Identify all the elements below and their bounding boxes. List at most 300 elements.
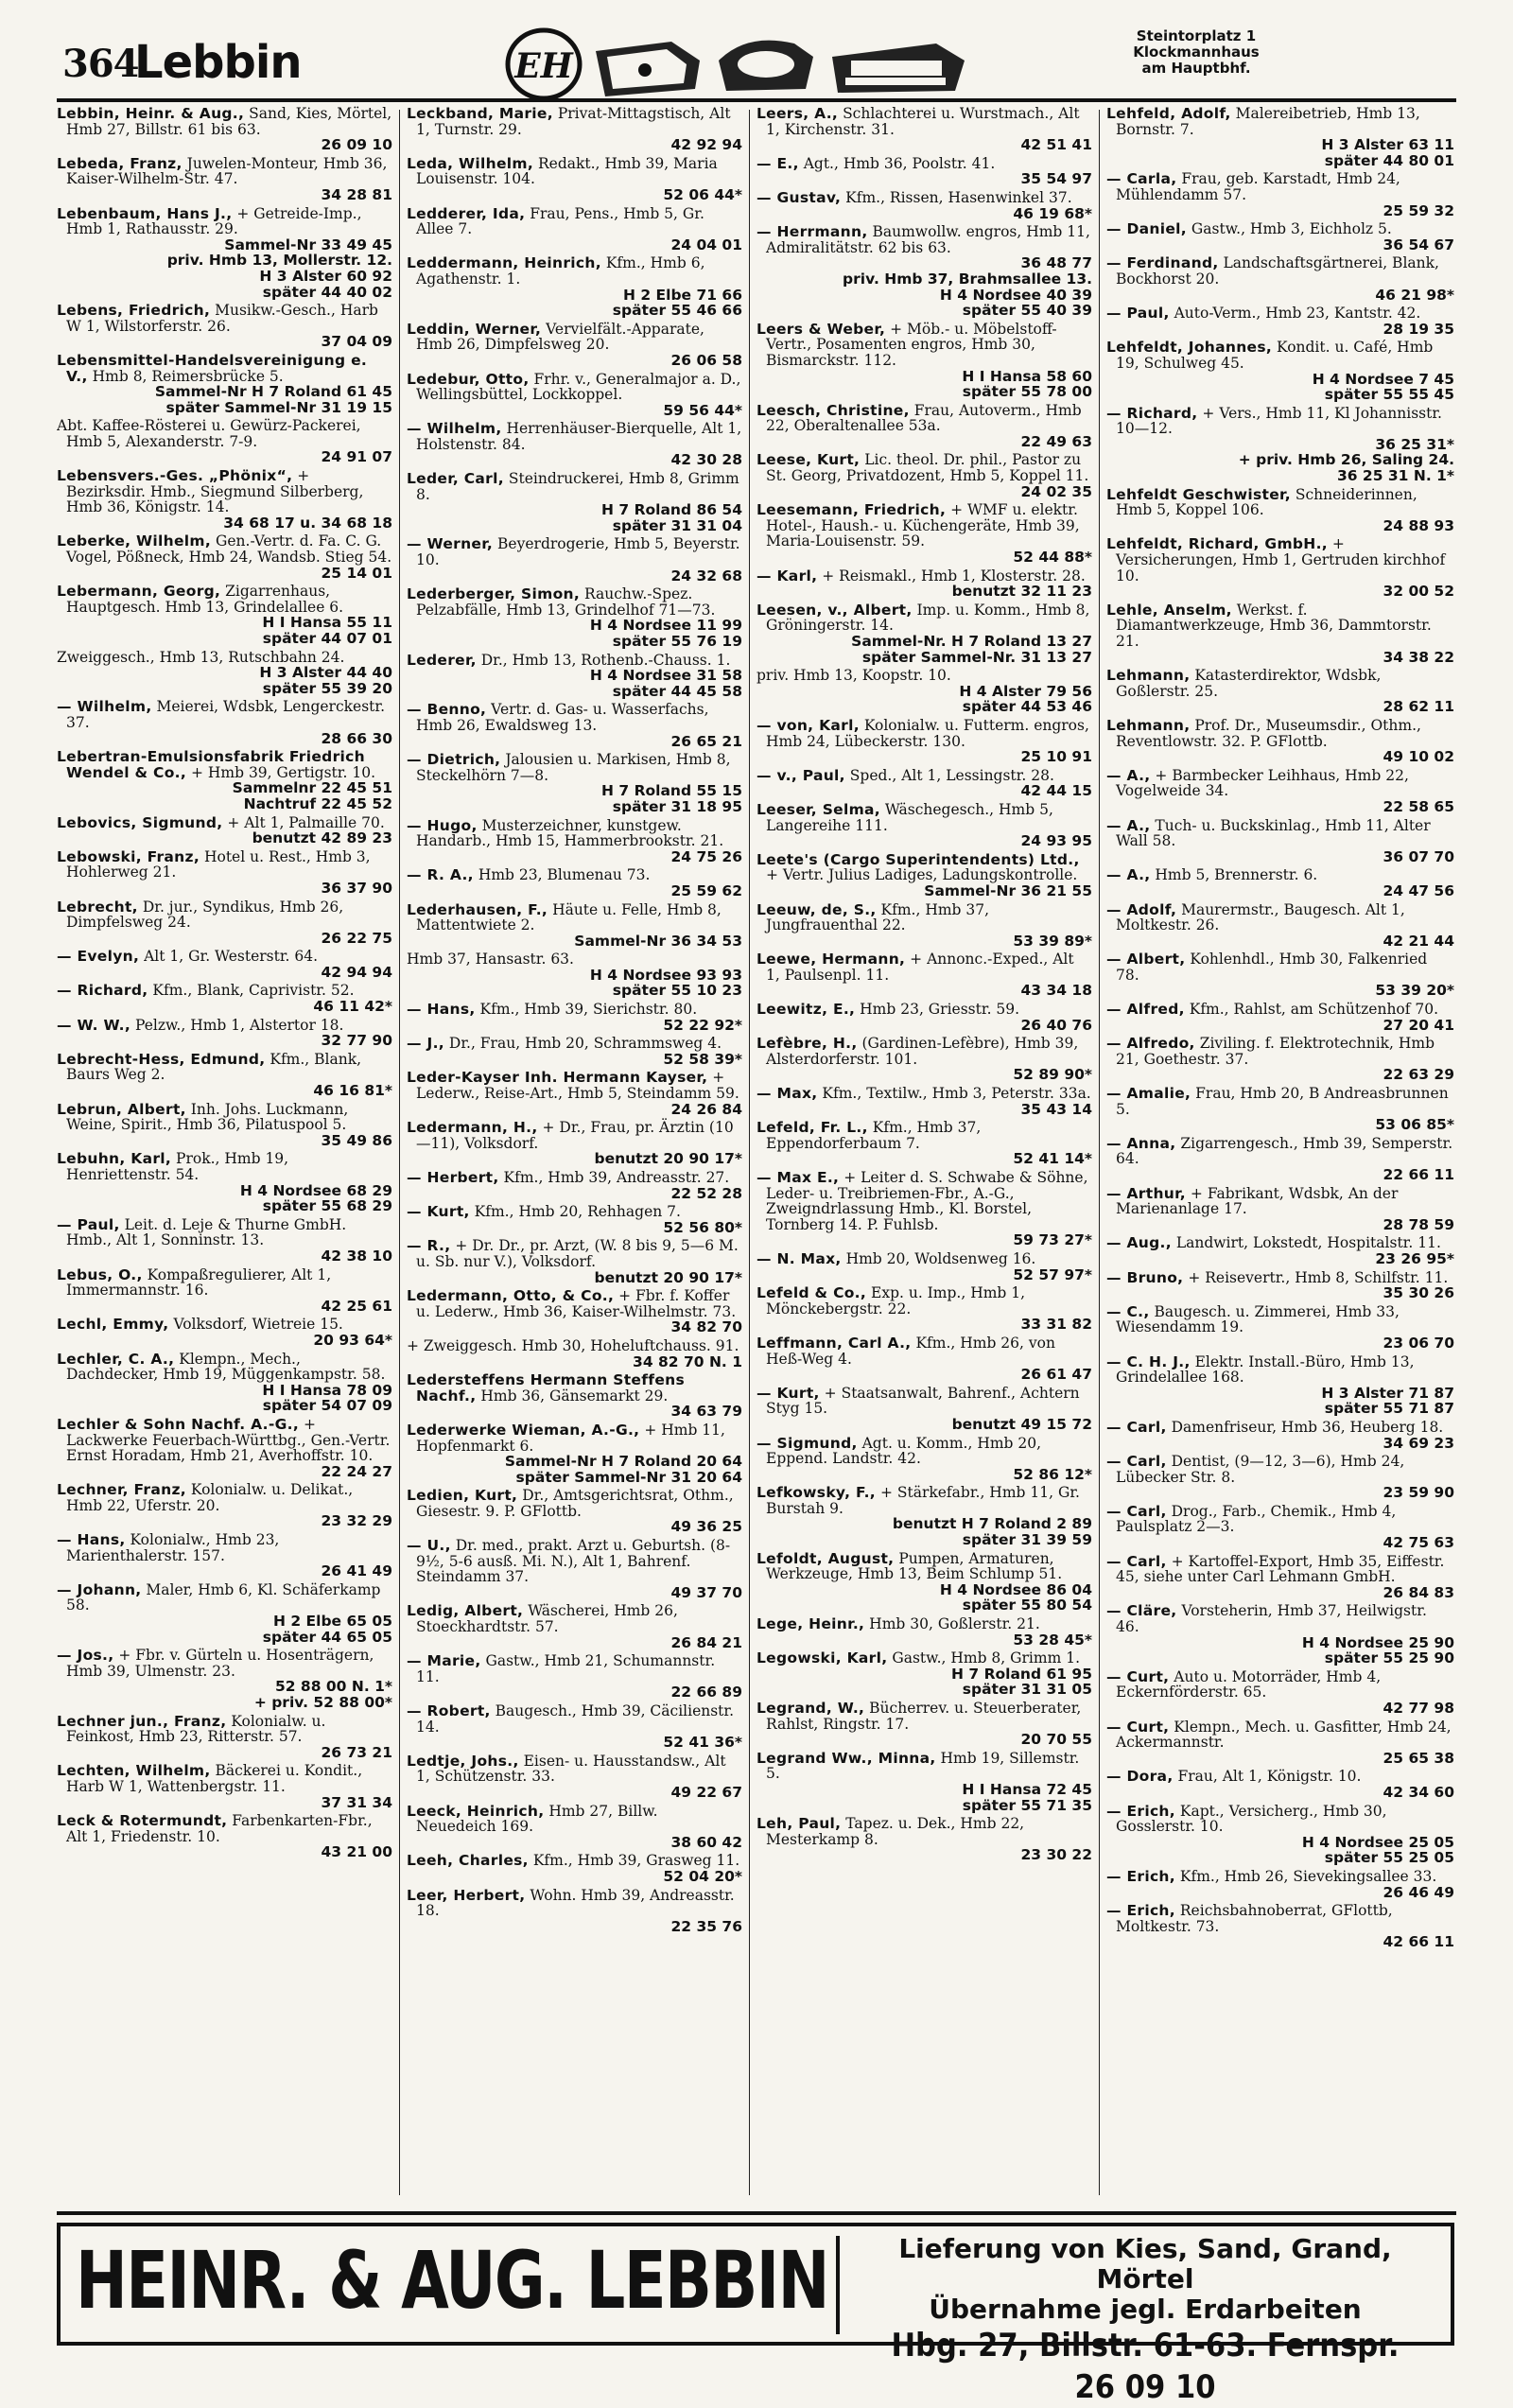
entry-phone: Sammelnr 22 45 51: [232, 779, 392, 797]
entry-phone: 22 49 63: [1020, 432, 1092, 450]
entry-name: Legowski, Karl,: [756, 1649, 888, 1667]
entry-name: — Aug.,: [1106, 1234, 1172, 1252]
entry-name: Leeh, Charles,: [407, 1852, 529, 1870]
entry-phone: später 55 25 90: [1324, 1649, 1454, 1667]
directory-entry: [57, 156, 392, 203]
entry-name: — Paul,: [1106, 305, 1170, 323]
column-divider: [399, 110, 400, 2195]
directory-entry: [407, 1603, 742, 1650]
directory-entry: [407, 951, 742, 999]
entry-phone: später Sammel-Nr 31 20 64: [515, 1468, 742, 1486]
entry-name: Lederwerke Wieman, A.-G.,: [407, 1421, 640, 1439]
directory-entry: [407, 1888, 742, 1935]
entry-name: Ledtje, Johs.,: [407, 1752, 519, 1770]
entry-name: — Werner,: [407, 535, 494, 553]
entry-details: Beyerdrogerie, Hmb 5, Beyerstr. 10.: [416, 535, 740, 569]
directory-entry: [57, 1352, 392, 1414]
entry-phone: 20 93 64*: [313, 1331, 392, 1349]
entry-name: Lechner jun., Franz,: [57, 1712, 227, 1730]
entry-name: — Albert,: [1106, 951, 1186, 968]
directory-entry: [407, 536, 742, 584]
directory-entry: [1106, 718, 1454, 765]
entry-details: Kfm., Hmb 6, Agathenstr. 1.: [416, 254, 705, 288]
entry-name: — E.,: [756, 154, 799, 172]
entry-phone: 42 75 63: [1383, 1534, 1454, 1552]
entry-phone: 25 65 38: [1383, 1749, 1454, 1767]
directory-entry: [1106, 1719, 1454, 1767]
entry-name: — Erich,: [1106, 1867, 1175, 1885]
entry-name: Lechler, C. A.,: [57, 1350, 175, 1368]
directory-entry: [407, 586, 742, 649]
entry-phone: später 55 10 23: [612, 982, 742, 1000]
entry-details: Kohlenhdl., Hmb 30, Falkenried 78.: [1116, 951, 1428, 984]
entry-name: Leda, Wilhelm,: [407, 154, 534, 172]
directory-entry: [756, 1335, 1092, 1383]
entry-name: — A.,: [1106, 816, 1151, 834]
entry-details: Hmb 23, Blumenau 73.: [478, 866, 651, 884]
entry-name: — Alfredo,: [1106, 1035, 1195, 1053]
advert-top-right: [1087, 28, 1305, 77]
entry-details: Exp. u. Imp., Hmb 1, Mönckebergstr. 22.: [766, 1284, 1026, 1317]
entry-details: Hmb 27, Billw. Neuedeich 169.: [416, 1802, 658, 1836]
entry-phone: 52 56 80*: [663, 1218, 742, 1236]
entry-phone: 36 25 31*: [1375, 435, 1454, 453]
directory-entry: [57, 1417, 392, 1479]
entry-phone: 35 43 14: [1020, 1100, 1092, 1118]
entry-details: + Fbr. f. Koffer u. Lederw., Hmb 36, Kaiser-Wilhelmstr. 73.: [416, 1287, 737, 1320]
entry-phone: 43 21 00: [321, 1843, 392, 1861]
entry-details: Drog., Farb., Chemik., Hmb 4, Paulsplatz 2—3.: [1116, 1502, 1397, 1536]
directory-entry: [407, 1422, 742, 1485]
directory-entry: [1106, 340, 1454, 402]
entry-details: Maurermstr., Baugesch. Alt 1, Moltkestr. 26.: [1116, 900, 1405, 934]
entry-phone: H 4 Nordsee 25 05: [1301, 1833, 1454, 1851]
directory-entry: [1106, 1235, 1454, 1266]
directory-entry: [1106, 1136, 1454, 1183]
entry-details: Tapez. u. Dek., Hmb 22, Mesterkamp 8.: [766, 1815, 1025, 1848]
entry-phone: später 44 80 01: [1324, 151, 1454, 169]
advertiser-name: HEINR. & AUG. LEBBIN: [76, 2234, 828, 2327]
entry-name: — Erich,: [1106, 1902, 1175, 1920]
entry-phone: H 3 Alster 60 92: [259, 267, 392, 285]
entry-details: Pelzw., Hmb 1, Alstertor 18.: [134, 1016, 344, 1034]
directory-entry: [756, 156, 1092, 187]
entry-name: — Daniel,: [1106, 220, 1187, 238]
entry-name: — Sigmund,: [756, 1434, 858, 1452]
entry-phone: + priv. Hmb 26, Saling 24.: [1238, 451, 1454, 469]
entry-phone: Sammel-Nr 36 21 55: [924, 881, 1092, 899]
entry-details: Kapt., Versicherg., Hmb 30, Gosslerstr. 10.: [1116, 1802, 1387, 1836]
directory-entry: [1106, 867, 1454, 899]
entry-details: Gastw., Hmb 8, Grimm 1.: [892, 1649, 1080, 1667]
entry-details: Frau, Hmb 20, B Andreasbrunnen 5.: [1116, 1085, 1449, 1118]
directory-entry: [756, 1485, 1092, 1547]
entry-phone: H 7 Roland 61 95: [951, 1665, 1092, 1683]
entry-phone: 26 46 49: [1383, 1883, 1454, 1901]
entry-name: — Hans,: [407, 1001, 476, 1019]
entry-phone: 52 88 00 N. 1*: [274, 1678, 392, 1696]
entry-phone: 23 32 29: [321, 1512, 392, 1530]
entry-details: Dr. med., prakt. Arzt u. Geburtsh. (8-9½, 5-6 ausß. Mi. N.), Alt 1, Bahrenf. Steindamm 37.: [416, 1537, 731, 1586]
entry-phone: 35 49 86: [321, 1131, 392, 1149]
entry-details: Häute u. Felle, Hmb 8, Mattentwiete 2.: [416, 900, 722, 934]
entry-phone: 22 66 89: [670, 1684, 742, 1701]
entry-name: — Adolf,: [1106, 900, 1177, 918]
entry-details: Hmb 20, Woldsenweg 16.: [845, 1249, 1036, 1267]
directory-entry: [57, 899, 392, 947]
entry-details: Hmb 23, Griesstr. 59.: [860, 1001, 1020, 1019]
entry-name: Leeser, Selma,: [756, 800, 880, 818]
entry-name: Lefèbre, H.,: [756, 1035, 858, 1053]
directory-entry: [756, 1701, 1092, 1748]
entry-phone: H 4 Nordsee 25 90: [1301, 1633, 1454, 1651]
entry-phone: 42 66 11: [1383, 1933, 1454, 1951]
entry-name: Lehfeldt Geschwister,: [1106, 485, 1291, 503]
directory-entry: [756, 106, 1092, 153]
entry-details: Bücherrev. u. Steuerberater, Rahlst, Ringstr. 17.: [766, 1700, 1082, 1733]
directory-entry: [756, 1036, 1092, 1083]
directory-entry: [756, 403, 1092, 450]
entry-phone: 34 82 70 N. 1: [633, 1352, 742, 1370]
page-title: Lebbin: [134, 36, 302, 89]
entry-name: Lebrecht-Hess, Edmund,: [57, 1050, 266, 1068]
directory-entry: [1106, 818, 1454, 865]
entry-phone: 53 06 85*: [1375, 1116, 1454, 1134]
entry-phone: später 55 80 54: [962, 1597, 1092, 1614]
directory-entry: [756, 1751, 1092, 1813]
directory-entry: [57, 1151, 392, 1213]
entry-phone: 34 69 23: [1383, 1434, 1454, 1452]
directory-entry: [407, 372, 742, 419]
entry-details: + Lackwerke Feuerbach-Württbg., Gen.-Vertr. Ernst Horadam, Hmb 21, Averhoffstr. 10.: [66, 1415, 391, 1465]
entry-details: Auto-Verm., Hmb 23, Kantstr. 42.: [1174, 305, 1421, 323]
entry-details: Frau, Pens., Hmb 5, Gr. Allee 7.: [416, 204, 704, 238]
entry-phone: später 44 07 01: [262, 630, 392, 647]
entry-name: — Gustav,: [756, 188, 842, 206]
entry-details: Gastw., Hmb 3, Eichholz 5.: [1191, 220, 1392, 238]
ad-line-services: Übernahme jegl. Erdarbeiten: [929, 2294, 1362, 2325]
entry-phone: 28 66 30: [321, 729, 392, 747]
directory-entry: [407, 471, 742, 533]
entry-details: Malereibetrieb, Hmb 13, Bornstr. 7.: [1116, 106, 1420, 138]
entry-details: + Lederw., Reise-Art., Hmb 5, Steindamm 59.: [416, 1069, 739, 1103]
entry-name: Lebuhn, Karl,: [57, 1150, 172, 1168]
entry-details: Dr. jur., Syndikus, Hmb 26, Dimpfelsweg 24.: [66, 898, 344, 932]
entry-phone: Sammel-Nr H 7 Roland 20 64: [504, 1453, 742, 1471]
entry-name: — Carl,: [1106, 1453, 1167, 1471]
directory-entry: [1106, 1903, 1454, 1950]
entry-phone: H 4 Nordsee 86 04: [939, 1580, 1092, 1598]
entry-details: Lic. theol. Dr. phil., Pastor zu St. Georg, Privatdozent, Hmb 5, Koppel 11.: [766, 451, 1089, 485]
entry-phone: 43 34 18: [1020, 982, 1092, 1000]
entry-details: Kfm., Textilw., Hmb 3, Peterstr. 33a.: [822, 1085, 1091, 1103]
entry-details: + Annonc.-Exped., Alt 1, Paulsenpl. 11.: [766, 951, 1074, 984]
entry-name: Lebertran-Emulsionsfabrik Friedrich Wendel & Co.,: [57, 748, 365, 781]
entry-details: Farbenkarten-Fbr., Alt 1, Friedenstr. 10.: [66, 1812, 373, 1845]
entry-details: Kfm., Hmb 26, von Heß-Weg 4.: [766, 1334, 1055, 1368]
entry-details: Frhr. v., Generalmajor a. D., Wellingsbüttel, Lockkoppel.: [416, 370, 741, 404]
entry-phone: 24 91 07: [321, 448, 392, 466]
entry-details: + Möb.- u. Möbelstoff-Vertr., Posamenten engros, Hmb 30, Bismarckstr. 112.: [766, 320, 1057, 369]
entry-details: Volksdorf, Wietreie 15.: [173, 1316, 343, 1334]
directory-entry: [1106, 1669, 1454, 1717]
directory-entry: [407, 1804, 742, 1851]
entry-details: Agt. u. Komm., Hmb 20, Eppend. Landstr. 42.: [766, 1434, 1042, 1468]
entry-details: Inh. Johs. Luckmann, Weine, Spirit., Hmb 36, Pilatuspool 5.: [66, 1100, 349, 1134]
entry-name: — Johann,: [57, 1580, 142, 1598]
logo-monogram: EH: [514, 46, 573, 86]
entry-details: Sand, Kies, Mörtel, Hmb 27, Billstr. 61 bis 63.: [66, 106, 392, 138]
page-header: [57, 21, 1475, 106]
entry-details: + Getreide-Imp., Hmb 1, Rathausstr. 29.: [66, 204, 362, 238]
entry-name: Lebovics, Sigmund,: [57, 813, 223, 831]
directory-entry: [57, 1018, 392, 1049]
directory-entry: [756, 568, 1092, 600]
column-divider: [749, 110, 750, 2195]
entry-details: Vertr. d. Gas- u. Wasserfachs, Hmb 26, Ewaldsweg 13.: [416, 701, 709, 734]
entry-details: + Dr. Dr., pr. Arzt, (W. 8 bis 9, 5—6 M. u. Sb. nur V.), Volksdorf.: [416, 1237, 739, 1270]
entry-name: Lebermann, Georg,: [57, 583, 221, 601]
entry-name: Leffmann, Carl A.,: [756, 1334, 912, 1352]
entry-name: Leesen, v., Albert,: [756, 601, 913, 619]
entry-phone: später 55 76 19: [612, 633, 742, 650]
entry-name: — v., Paul,: [756, 766, 845, 784]
entry-phone: 42 30 28: [670, 451, 742, 469]
entry-details: Ziviling. f. Elektrotechnik, Hmb 21, Goethestr. 37.: [1116, 1035, 1435, 1068]
entry-phone: später 55 71 87: [1324, 1400, 1454, 1418]
entry-name: — Kurt,: [756, 1384, 820, 1402]
entry-phone: 59 56 44*: [663, 401, 742, 419]
entry-details: Wäschegesch., Hmb 5, Langereihe 111.: [766, 800, 1053, 834]
directory-entry: [756, 802, 1092, 849]
entry-phone: 36 37 90: [321, 879, 392, 897]
directory-entry: [407, 902, 742, 950]
entry-details: Landwirt, Lokstedt, Hospitalstr. 11.: [1175, 1234, 1441, 1252]
entry-name: Leddin, Werner,: [407, 320, 542, 338]
directory-entry: [57, 1217, 392, 1265]
entry-phone: 34 63 79: [670, 1403, 742, 1421]
entry-details: Hmb 36, Gänsemarkt 29.: [480, 1387, 669, 1405]
entry-details: Kolonialw. u. Delikat., Hmb 22, Uferstr. 20.: [66, 1481, 354, 1514]
entry-phone: 52 58 39*: [663, 1050, 742, 1068]
directory-entry: [756, 1086, 1092, 1117]
entry-phone: 25 59 32: [1383, 201, 1454, 219]
entry-phone: 27 20 41: [1383, 1016, 1454, 1034]
directory-entry: [407, 1338, 742, 1370]
entry-details: Hmb 19, Sillemstr. 5.: [766, 1749, 1080, 1783]
entry-name: — Alfred,: [1106, 1001, 1185, 1019]
entry-phone: 52 86 12*: [1013, 1465, 1092, 1483]
entry-name: — Wilhelm,: [57, 698, 152, 716]
directory-entry: [1106, 487, 1454, 534]
entry-phone: 49 37 70: [670, 1583, 742, 1601]
page-number: 364: [62, 42, 139, 86]
entry-details: Hotel u. Rest., Hmb 3, Hohlerweg 21.: [66, 847, 371, 881]
entry-phone: später Sammel-Nr 31 19 15: [165, 398, 392, 416]
entry-phone: 26 65 21: [670, 732, 742, 750]
directory-entry: [756, 602, 1092, 665]
entry-phone: 46 16 81*: [313, 1082, 392, 1100]
entry-details: Dentist, (9—12, 3—6), Hmb 24, Lübecker Str. 8.: [1116, 1453, 1405, 1486]
directory-entry: [407, 1538, 742, 1600]
entry-phone: 24 04 01: [670, 236, 742, 253]
entry-phone: 52 41 36*: [663, 1734, 742, 1752]
entry-details: Privat-Mittagstisch, Alt 1, Turnstr. 29.: [416, 106, 731, 138]
entry-phone: 52 44 88*: [1013, 549, 1092, 567]
directory-entry: [407, 653, 742, 700]
entry-name: — von, Karl,: [756, 716, 860, 734]
entry-details: Zigarrenhaus, Hauptgesch. Hmb 13, Grindelallee 6.: [66, 583, 344, 616]
entry-name: Ledebur, Otto,: [407, 370, 530, 388]
entry-phone: H 3 Alster 71 87: [1321, 1384, 1454, 1402]
directory-entry: [57, 1532, 392, 1579]
entry-phone: 36 54 67: [1383, 236, 1454, 253]
entry-phone: 52 57 97*: [1013, 1265, 1092, 1283]
entry-phone: Sammel-Nr 36 34 53: [574, 932, 742, 950]
entry-name: — Anna,: [1106, 1134, 1176, 1152]
entry-phone: H 3 Alster 44 40: [259, 664, 392, 682]
directory-entry: [1106, 1002, 1454, 1033]
directory-entry: [1106, 171, 1454, 218]
entry-phone: H 2 Elbe 71 66: [623, 286, 742, 304]
entry-phone: 22 63 29: [1383, 1066, 1454, 1084]
entry-phone: 59 73 27*: [1013, 1231, 1092, 1249]
directory-entry: [756, 1616, 1092, 1648]
entry-details: + Alt 1, Palmaille 70.: [227, 813, 385, 831]
entry-name: — Evelyn,: [57, 948, 140, 966]
entry-phone: 34 28 81: [321, 185, 392, 203]
directory-entry: [57, 1267, 392, 1315]
entry-name: Lechten, Wilhelm,: [57, 1762, 211, 1780]
entry-details: + Stärkefabr., Hmb 11, Gr. Burstah 9.: [766, 1484, 1080, 1517]
footer-advertisement: [57, 2223, 1454, 2406]
entry-phone: später 55 25 05: [1324, 1849, 1454, 1867]
entry-name: Lehle, Anselm,: [1106, 601, 1232, 619]
entry-phone: Sammel-Nr H 7 Roland 61 45: [154, 383, 392, 401]
entry-name: Leeck, Heinrich,: [407, 1802, 545, 1820]
entry-phone: 24 47 56: [1383, 881, 1454, 899]
entry-name: — A.,: [1106, 866, 1151, 884]
entry-phone: 34 68 17 u. 34 68 18: [223, 514, 392, 532]
entry-details: + Dr., Frau, pr. Ärztin (10—11), Volksdorf.: [416, 1119, 734, 1152]
entry-phone: 22 52 28: [670, 1184, 742, 1202]
directory-entry: [1106, 536, 1454, 599]
entry-name: — Herbert,: [407, 1169, 499, 1186]
entry-name: Ledig, Albert,: [407, 1602, 524, 1620]
entry-phone: Sammel-Nr 33 49 45: [224, 236, 392, 253]
entry-name: Leete's (Cargo Superintendents) Ltd.,: [756, 850, 1080, 868]
entry-details: Redakt., Hmb 39, Maria Louisenstr. 104.: [416, 154, 718, 188]
entry-phone: später 55 71 35: [962, 1796, 1092, 1814]
directory-entry: [756, 1551, 1092, 1614]
directory-entry: [57, 1482, 392, 1529]
entry-details: Tuch- u. Buckskinlag., Hmb 11, Alter Wall 58.: [1116, 816, 1431, 850]
entry-name: — Benno,: [407, 701, 487, 719]
entry-details: Kfm., Hmb 26, Sievekingsallee 33.: [1179, 1867, 1437, 1885]
directory-entry: [407, 1002, 742, 1033]
entry-phone: H I Hansa 55 11: [262, 614, 392, 632]
entry-name: — Karl,: [756, 567, 818, 585]
entry-name: — Arthur,: [1106, 1184, 1186, 1202]
entry-phone: 26 41 49: [321, 1562, 392, 1580]
entry-name: — A.,: [1106, 766, 1151, 784]
directory-entry: [57, 353, 392, 415]
entry-name: Leckband, Marie,: [407, 106, 553, 122]
entry-phone: später 44 45 58: [612, 682, 742, 700]
entry-details: Dr., Hmb 13, Rothenb.-Chauss. 1.: [480, 651, 731, 669]
directory-entry: [1106, 1186, 1454, 1233]
entry-phone: Sammel-Nr. H 7 Roland 13 27: [851, 633, 1092, 650]
entry-details: Kfm., Hmb 39, Andreasstr. 27.: [503, 1169, 730, 1186]
entry-details: + Barmbecker Leihhaus, Hmb 22, Vogelweide 34.: [1116, 766, 1409, 800]
entry-phone: später 55 55 45: [1324, 386, 1454, 404]
entry-name: — Amalie,: [1106, 1085, 1191, 1103]
directory-entry: [756, 1650, 1092, 1698]
entry-phone: 26 61 47: [1020, 1366, 1092, 1384]
directory-entry: [407, 1754, 742, 1801]
entry-name: — U.,: [407, 1537, 451, 1555]
entry-details: Gen.-Vertr. d. Fa. C. G. Vogel, Pößneck, Hmb 24, Wandsb. Stieg 54.: [66, 532, 392, 567]
entry-details: Kfm., Hmb 37, Jungfrauenthal 22.: [766, 900, 990, 934]
entry-details: Prok., Hmb 19, Henriettenstr. 54.: [66, 1150, 289, 1183]
entry-name: Lebowski, Franz,: [57, 847, 200, 865]
entry-phone: 52 06 44*: [663, 185, 742, 203]
directory-entry: [1106, 1603, 1454, 1666]
directory-entry: [407, 702, 742, 749]
entry-name: Lebrecht,: [57, 898, 138, 916]
entry-name: — Robert,: [407, 1702, 491, 1719]
entry-phone: später 55 78 00: [962, 383, 1092, 401]
entry-phone: benutzt H 7 Roland 2 89: [892, 1515, 1092, 1533]
entry-details: Rauchw.-Spez. Pelzabfälle, Hmb 13, Grindelhof 71—73.: [416, 585, 716, 619]
entry-phone: 53 28 45*: [1013, 1631, 1092, 1649]
entry-details: + Reisevertr., Hmb 8, Schilfstr. 11.: [1188, 1268, 1449, 1286]
entry-phone: 37 31 34: [321, 1793, 392, 1811]
entry-phone: später 55 40 39: [962, 302, 1092, 320]
entry-name: Lehmann,: [1106, 716, 1191, 734]
entry-details: Frau, Autoverm., Hmb 22, Oberaltenallee 53a.: [766, 401, 1082, 435]
entry-phone: 42 94 94: [321, 963, 392, 981]
entry-phone: H 4 Nordsee 11 99: [589, 617, 742, 635]
entry-phone: H 7 Roland 55 15: [601, 782, 742, 800]
entry-details: + Vertr. Julius Ladiges, Ladungskontrolle.: [766, 866, 1078, 884]
entry-phone: 35 30 26: [1383, 1284, 1454, 1302]
entry-phone: 35 54 97: [1020, 170, 1092, 188]
directory-entry: [57, 1763, 392, 1810]
directory-entry: [1106, 1769, 1454, 1800]
entry-phone: 34 82 70: [670, 1318, 742, 1336]
entry-phone: später 44 40 02: [262, 283, 392, 301]
advert-top-line1: Steintorplatz 1: [1136, 27, 1257, 44]
directory-entry: [407, 867, 742, 899]
directory-entry: [1106, 1554, 1454, 1601]
directory-entry: [57, 1317, 392, 1348]
entry-details: + Kartoffel-Export, Hmb 35, Eiffestr. 45, siehe unter Carl Lehmann GmbH.: [1116, 1552, 1445, 1586]
directory-entry: [57, 106, 392, 153]
entry-details: Wäscherei, Hmb 26, Stoeckhardtstr. 57.: [416, 1602, 678, 1636]
directory-entry: [407, 1288, 742, 1335]
entry-phone: 52 89 90*: [1013, 1066, 1092, 1084]
entry-details: Kolonialw., Hmb 23, Marienthalerstr. 157.: [66, 1531, 280, 1564]
entry-phone: 36 25 31 N. 1*: [1336, 467, 1454, 485]
entry-phone: 26 84 21: [670, 1633, 742, 1651]
entry-phone: 42 44 15: [1020, 782, 1092, 800]
directory-entry: [407, 206, 742, 253]
entry-details: + Hmb 11, Hopfenmarkt 6.: [416, 1421, 725, 1455]
entry-details: Klempn., Mech., Dachdecker, Hmb 19, Müggenkampstr. 58.: [66, 1350, 386, 1384]
entry-name: — Wilhelm,: [407, 420, 502, 438]
entry-details: (Gardinen-Lefèbre), Hmb 39, Alsterdorferstr. 101.: [766, 1035, 1079, 1068]
